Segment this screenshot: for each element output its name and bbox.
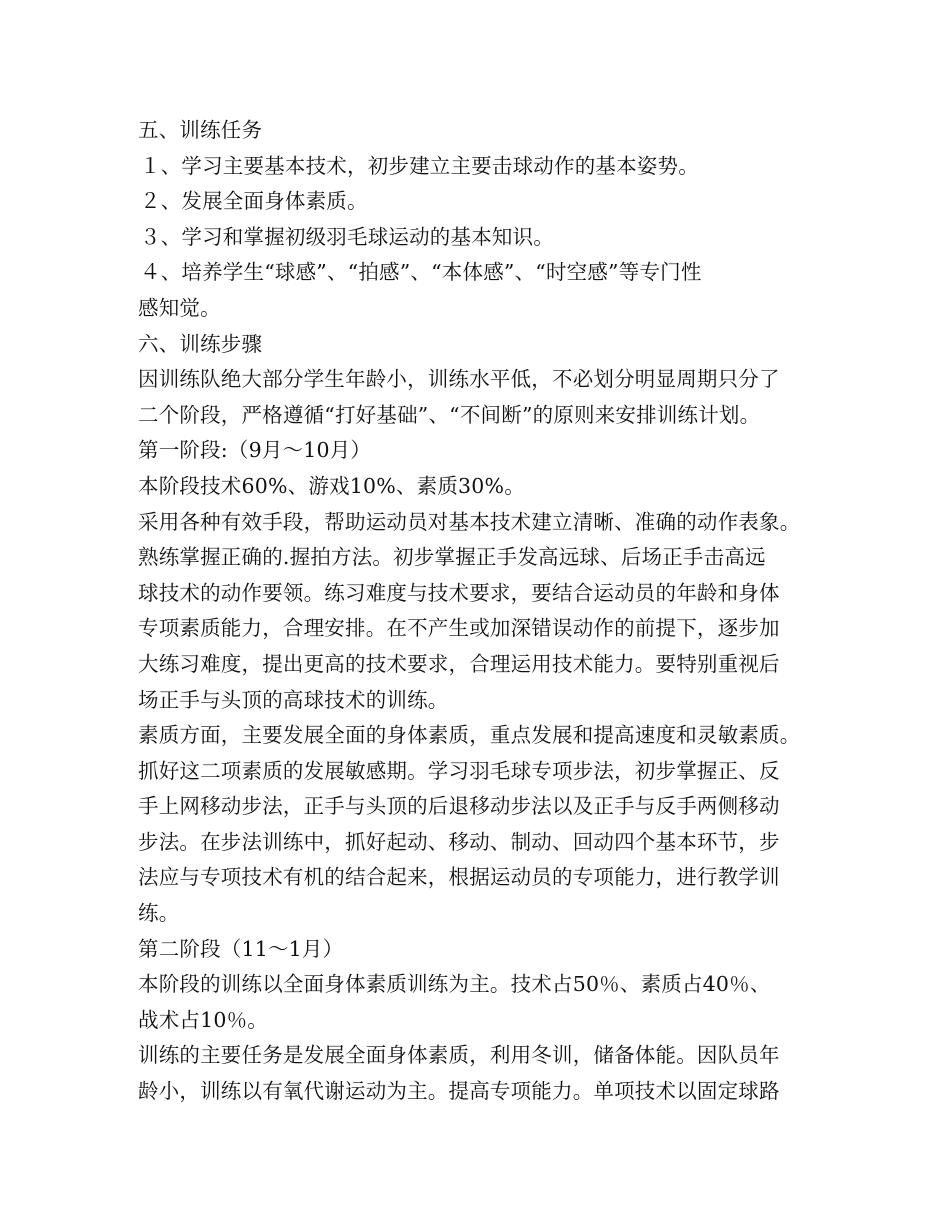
paragraph-line: 球技术的动作要领。练习难度与技术要求，要结合运动员的年龄和身体: [138, 580, 780, 605]
paragraph-line: 场正手与头顶的高球技术的训练。: [138, 687, 449, 712]
paragraph-line: 因训练队绝大部分学生年龄小，训练水平低，不必划分明显周期只分了: [138, 367, 780, 392]
paragraph-line: 采用各种有效手段，帮助运动员对基本技术建立清晰、准确的动作表象。: [138, 509, 801, 534]
section-heading-tasks: 五、训练任务: [138, 118, 263, 142]
document-body: [138, 113, 828, 1110]
paragraph-line: 二个阶段，严格遵循“打好基础”、“不间断”的原则来安排训练计划。: [138, 402, 761, 427]
paragraph-line: 素质方面，主要发展全面的身体素质，重点发展和提高速度和灵敏素质。: [138, 723, 801, 748]
task-item-4: ４、培养学生“球感”、“拍感”、“本体感”、“时空感”等专门性: [140, 260, 702, 285]
paragraph-line: 抓好这二项素质的发展敏感期。学习羽毛球专项步法，初步掌握正、反: [138, 758, 780, 783]
task-item-3: ３、学习和掌握初级羽毛球运动的基本知识。: [140, 224, 554, 249]
section-heading-steps: 六、训练步骤: [138, 331, 263, 356]
paragraph-line: 本阶段技术60%、游戏10%、素质30%。: [138, 473, 525, 498]
paragraph-line: 战术占10％。: [138, 1007, 268, 1032]
task-item-2: ２、发展全面身体素质。: [140, 189, 368, 214]
paragraph-line: 大练习难度，提出更高的技术要求，合理运用技术能力。要特别重视后: [138, 651, 780, 676]
paragraph-line: 手上网移动步法，正手与头顶的后退移动步法以及正手与反手两侧移动: [138, 794, 780, 819]
paragraph-line: 练。: [138, 901, 180, 926]
paragraph-line: 步法。在步法训练中，抓好起动、移动、制动、回动四个基本环节，步: [138, 829, 780, 854]
paragraph-line: 法应与专项技术有机的结合起来，根据运动员的专项能力，进行教学训: [138, 865, 780, 890]
task-item-1: １、学习主要基本技术，初步建立主要击球动作的基本姿势。: [140, 153, 699, 178]
paragraph-line: 专项素质能力，合理安排。在不产生或加深错误动作的前提下，逐步加: [138, 616, 780, 641]
stage-two-heading: 第二阶段（11～1月）: [138, 936, 344, 961]
paragraph-line: 本阶段的训练以全面身体素质训练为主。技术占50％、素质占40％、: [138, 972, 771, 997]
paragraph-line: 龄小，训练以有氧代谢运动为主。提高专项能力。单项技术以固定球路: [138, 1079, 780, 1104]
stage-one-heading: 第一阶段:（9月～10月）: [138, 438, 372, 463]
task-item-4-continued: 感知觉。: [138, 295, 221, 320]
paragraph-line: 训练的主要任务是发展全面身体素质，利用冬训，储备体能。因队员年: [138, 1043, 780, 1068]
paragraph-line: 熟练掌握正确的.握拍方法。初步掌握正手发高远球、后场正手击高远: [138, 545, 766, 570]
